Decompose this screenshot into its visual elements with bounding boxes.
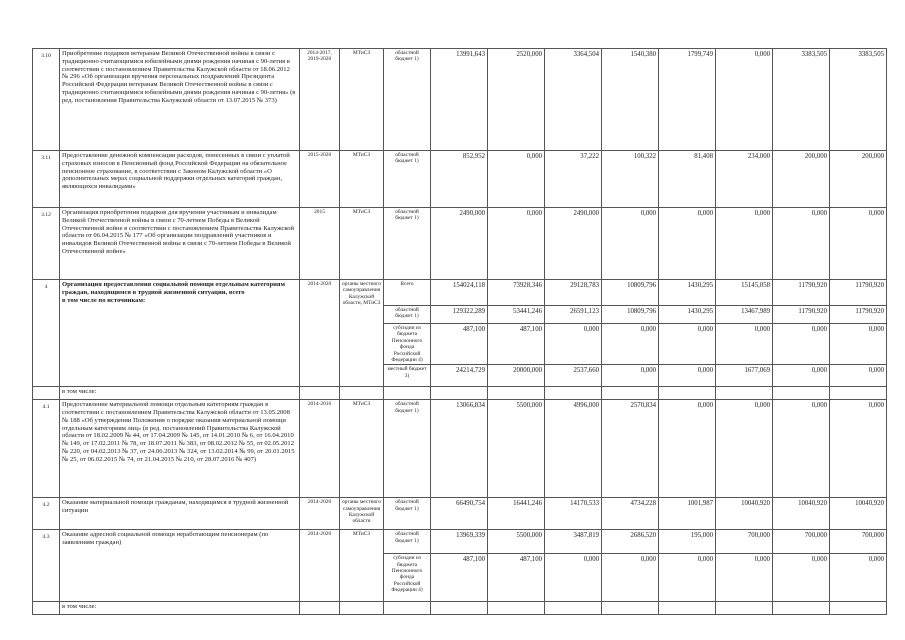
value-cell: 0,000 [773, 208, 830, 280]
value-cell: 11790,920 [830, 280, 887, 306]
value-cell: 0,000 [488, 151, 545, 208]
value-cell: 0,000 [545, 554, 602, 602]
value-cell: 0,000 [602, 554, 659, 602]
value-cell: 4996,000 [545, 400, 602, 498]
source-cell: областной бюджет 1) [384, 306, 431, 324]
value-cell: 10809,796 [602, 280, 659, 306]
value-cell: 3383,505 [773, 49, 830, 151]
value-cell: 3364,504 [545, 49, 602, 151]
value-cell: 1430,295 [659, 280, 716, 306]
value-cell: 700,000 [716, 530, 773, 554]
value-cell: 81,408 [659, 151, 716, 208]
value-cell: 66490,754 [431, 498, 488, 530]
source-cell: местный бюджет 3) [384, 365, 431, 387]
value-cell: 487,100 [431, 324, 488, 365]
source-cell: Всего [384, 280, 431, 306]
value-cell: 2490,000 [545, 208, 602, 280]
source-cell: областной бюджет 1) [384, 400, 431, 498]
period-cell: 2015-2020 [300, 151, 340, 208]
table-row [33, 400, 887, 498]
value-cell: 2570,834 [602, 400, 659, 498]
value-cell: 0,000 [830, 554, 887, 602]
value-cell: 200,000 [773, 151, 830, 208]
value-cell: 13991,643 [431, 49, 488, 151]
table-row [33, 602, 887, 615]
value-cell: 11790,920 [773, 280, 830, 306]
value-cell: 0,000 [773, 365, 830, 387]
value-cell: 11790,920 [830, 306, 887, 324]
value-cell: 20000,000 [488, 365, 545, 387]
value-cell: 0,000 [773, 400, 830, 498]
value-cell: 14170,533 [545, 498, 602, 530]
value-cell: 5500,000 [488, 400, 545, 498]
table-row [33, 208, 887, 280]
source-cell: субсидии из бюджета Пенсионного фонда Российской Федерации 4) [384, 554, 431, 602]
measure-title: Организация предоставления социальной помощи отдельным категориям граждан, находящимся в трудной жизненной ситуации, всего [62, 281, 285, 296]
value-cell: 487,100 [431, 554, 488, 602]
source-cell: областной бюджет 1) [384, 151, 431, 208]
value-cell: 0,000 [830, 324, 887, 365]
value-cell: 26591,123 [545, 306, 602, 324]
row-number: 3.12 [33, 208, 60, 280]
value-cell: 5500,000 [488, 530, 545, 554]
value-cell: 0,000 [830, 400, 887, 498]
executor-cell: МТиСЗ [340, 400, 384, 498]
row-number: 4.1 [33, 400, 60, 498]
value-cell: 195,000 [659, 530, 716, 554]
table-row [33, 387, 887, 400]
value-cell: 0,000 [773, 554, 830, 602]
value-cell: 0,000 [716, 49, 773, 151]
value-cell: 13066,834 [431, 400, 488, 498]
value-cell: 700,000 [830, 530, 887, 554]
value-cell: 13467,989 [716, 306, 773, 324]
measure-name: Организация приобретения подарков для вручения участникам и инвалидам Великой Отечественной войны в связи с 70-летием Победы в Великой Отечественной войне в соответствии с постановлением Правительства Калужской области от 06.04.2015 № 177 «Об организации поздравлений участников и инвалидов Великой Отечественной войны в связи с 70-летием Победы в Великой Отечественной войне» [60, 208, 300, 280]
measure-name: Приобретение подарков ветеранам Великой Отечественной войны в связи с традиционно считающимися юбилейными днями рождения начиная с 90-летия в соответствии с постановлением Правительства Калужской области от 18.06.2012 № 296 «Об организации вручения персональных поздравлений Президента Российской Федерации ветеранам Великой Отечественной войны в связи с традиционно считающимися юбилейными днями рождения начиная с 90-летия» (в ред. постановления Правительства Калужской области от 13.07.2015 № 373) [60, 49, 300, 151]
value-cell: 852,952 [431, 151, 488, 208]
value-cell: 0,000 [659, 324, 716, 365]
value-cell: 0,000 [488, 208, 545, 280]
source-cell: областной бюджет 1) [384, 208, 431, 280]
value-cell: 10809,796 [602, 306, 659, 324]
source-cell: областной бюджет 1) [384, 498, 431, 530]
executor-cell: МТиСЗ [340, 49, 384, 151]
value-cell: 15145,058 [716, 280, 773, 306]
value-cell: 0,000 [602, 208, 659, 280]
period-cell: 2014-2016 [300, 400, 340, 498]
value-cell: 2490,000 [431, 208, 488, 280]
value-cell: 1540,380 [602, 49, 659, 151]
value-cell: 0,000 [545, 324, 602, 365]
value-cell: 2537,660 [545, 365, 602, 387]
executor-cell: МТиСЗ [340, 151, 384, 208]
executor-cell: органы местного самоуправления Калужской области [340, 498, 384, 530]
value-cell: 11790,920 [773, 306, 830, 324]
value-cell: 200,000 [830, 151, 887, 208]
value-cell: 0,000 [659, 400, 716, 498]
value-cell: 73928,346 [488, 280, 545, 306]
row-number: 3.10 [33, 49, 60, 151]
program-table [32, 48, 887, 615]
value-cell: 0,000 [659, 554, 716, 602]
period-cell: 2014-2020 [300, 530, 340, 602]
value-cell: 2520,000 [488, 49, 545, 151]
measure-name: Оказание адресной социальной помощи неработающим пенсионерам (по заявлениям граждан) [60, 530, 300, 602]
table-row [33, 530, 887, 554]
value-cell: 53441,246 [488, 306, 545, 324]
value-cell: 0,000 [830, 208, 887, 280]
table-row [33, 49, 887, 151]
table-row [33, 151, 887, 208]
row-number: 3.11 [33, 151, 60, 208]
table-row [33, 280, 887, 306]
value-cell: 0,000 [773, 324, 830, 365]
value-cell: 0,000 [716, 554, 773, 602]
value-cell: 0,000 [659, 365, 716, 387]
value-cell: 487,100 [488, 554, 545, 602]
value-cell: 13969,339 [431, 530, 488, 554]
executor-cell: МТиСЗ [340, 208, 384, 280]
value-cell: 10040,920 [716, 498, 773, 530]
value-cell: 4734,228 [602, 498, 659, 530]
value-cell: 1677,069 [716, 365, 773, 387]
row-number: 4.3 [33, 530, 60, 602]
source-cell: субсидии из бюджета Пенсионного фонда Российской Федерации 4) [384, 324, 431, 365]
measure-name: Предоставление денежной компенсации расходов, понесенных в связи с уплатой страховых взносов в Пенсионный фонд Российской Федерации на обязательное пенсионное страхование, в соответствии с Законом Калужской области «О дополнительных мерах социальной поддержки отдельных категорий граждан, являющихся инвалидами» [60, 151, 300, 208]
value-cell: 24214,729 [431, 365, 488, 387]
measure-name [60, 280, 300, 387]
subheading: в том числе: [60, 387, 300, 400]
executor-cell: МТиСЗ [340, 530, 384, 602]
value-cell: 487,100 [488, 324, 545, 365]
period-cell: 2015 [300, 208, 340, 280]
value-cell: 3487,819 [545, 530, 602, 554]
source-cell: областной бюджет 1) [384, 49, 431, 151]
value-cell: 1430,295 [659, 306, 716, 324]
value-cell: 0,000 [716, 400, 773, 498]
value-cell: 154024,118 [431, 280, 488, 306]
value-cell: 0,000 [602, 365, 659, 387]
value-cell: 0,000 [830, 365, 887, 387]
value-cell: 0,000 [716, 208, 773, 280]
value-cell: 0,000 [716, 324, 773, 365]
value-cell: 29128,783 [545, 280, 602, 306]
value-cell: 1001,987 [659, 498, 716, 530]
value-cell: 37,222 [545, 151, 602, 208]
row-number: 4.2 [33, 498, 60, 530]
value-cell: 1799,749 [659, 49, 716, 151]
value-cell: 129322,289 [431, 306, 488, 324]
executor-cell: органы местного самоуправления Калужской области, МТиСЗ [340, 280, 384, 387]
measure-name: Предоставление материальной помощи отдельным категориям граждан в соответствии с постановлением Правительства Калужской области от 13.05.2008 № 188 «Об утверждении Положения о порядке оказания материальной помощи отдельным категориям лиц» (в ред. постановлений Правительства Калужской области от 18.02.2009 № 44, от 17.04.2009 № 145, от 14.01.2010 № 6, от 16.04.2010 № 149, от 17.02.2011 № 78, от 18.07.2011 № 383, от 08.02.2012 № 55, от 02.05.2012 № 220, от 04.02.2013 № 37, от 24.06.2013 № 324, от 13.02.2014 № 99, от 20.01.2015 № 25, от 06.02.2015 № 74, от 21.04.2015 № 210, от 28.07.2016 № 407) [60, 400, 300, 498]
period-cell: 2014-2020 [300, 280, 340, 387]
period-cell: 2014-2020 [300, 498, 340, 530]
value-cell: 2686,520 [602, 530, 659, 554]
value-cell: 700,000 [773, 530, 830, 554]
value-cell: 10040,920 [773, 498, 830, 530]
value-cell: 16441,246 [488, 498, 545, 530]
subheading: в том числе: [60, 602, 300, 615]
source-cell: областной бюджет 1) [384, 530, 431, 554]
period-cell: 2014-2017, 2019-2020 [300, 49, 340, 151]
value-cell: 100,322 [602, 151, 659, 208]
measure-subtitle: в том числе по источникам: [62, 296, 146, 304]
value-cell: 10040,920 [830, 498, 887, 530]
value-cell: 234,000 [716, 151, 773, 208]
value-cell: 3383,505 [830, 49, 887, 151]
measure-name: Оказание материальной помощи гражданам, находящимся в трудной жизненной ситуации [60, 498, 300, 530]
table-row [33, 498, 887, 530]
row-number: 4 [33, 280, 60, 387]
value-cell: 0,000 [602, 324, 659, 365]
value-cell: 0,000 [659, 208, 716, 280]
